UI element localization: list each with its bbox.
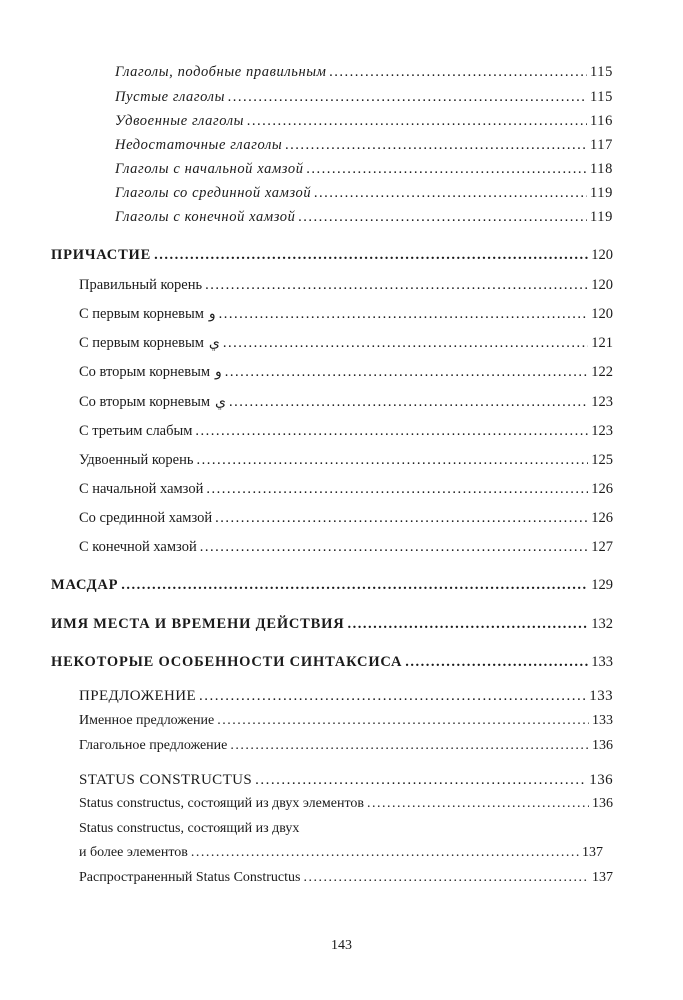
leader-dots — [217, 714, 589, 728]
toc-page-number: 115 — [589, 89, 613, 105]
toc-page-number: 132 — [591, 616, 613, 632]
toc-entry-title: Недостаточные глаголы — [115, 137, 283, 153]
toc-entry-title: Со вторым корневым — [79, 364, 210, 380]
leader-dots — [154, 248, 588, 263]
toc-entry — [79, 846, 603, 860]
leader-dots — [330, 65, 587, 80]
toc-page-number: 137 — [592, 870, 613, 885]
leader-dots — [199, 689, 586, 704]
leader-dots — [225, 365, 588, 380]
toc-section-heading — [51, 578, 613, 593]
toc-page-number: 136 — [589, 772, 613, 788]
toc-entry-title: Глаголы с начальной хамзой — [115, 161, 304, 177]
toc-entry-title: Глаголы, подобные правильным — [115, 64, 327, 80]
toc-entry-title: С первым корневым — [79, 306, 204, 322]
leader-dots — [347, 617, 588, 632]
leader-dots — [255, 773, 586, 788]
toc-subsection-heading — [79, 773, 613, 788]
toc-page-number: 136 — [592, 796, 613, 811]
toc-page-number: 126 — [591, 510, 613, 526]
toc-page-number: 121 — [591, 335, 613, 351]
toc-page-number: 129 — [591, 577, 613, 593]
toc-page-number: 120 — [591, 247, 613, 263]
toc-entry — [79, 871, 613, 885]
toc-section-title: МАСДАР — [51, 577, 119, 593]
toc-page-number: 119 — [589, 209, 613, 225]
toc-entry — [115, 90, 613, 105]
toc-entry — [115, 138, 613, 153]
toc-entry — [79, 365, 613, 380]
toc-entry — [79, 278, 613, 293]
leader-dots — [197, 453, 589, 468]
toc-entry — [79, 424, 613, 439]
toc-page-number: 133 — [592, 713, 613, 728]
toc-subsection-title: STATUS CONSTRUCTUS — [79, 772, 253, 788]
leader-dots — [298, 210, 587, 225]
toc-page-number: 120 — [591, 277, 613, 293]
toc-page-number: 133 — [591, 654, 613, 670]
leader-dots — [307, 162, 587, 177]
toc-section-heading — [51, 655, 613, 670]
page-number: 143 — [331, 938, 352, 953]
leader-dots — [247, 114, 587, 129]
arabic-letter: و — [208, 306, 216, 322]
toc-entry — [79, 453, 613, 468]
leader-dots — [191, 846, 579, 860]
toc-entry-title: Правильный корень — [79, 277, 203, 293]
leader-dots — [215, 511, 588, 526]
leader-dots — [367, 797, 589, 811]
leader-dots — [230, 739, 589, 753]
toc-page-number: 125 — [591, 452, 613, 468]
toc-entry — [115, 162, 613, 177]
toc-entry-title: Глагольное предложение — [79, 738, 228, 753]
toc-entry — [115, 114, 613, 129]
toc-entry-title: Удвоенные глаголы — [115, 113, 245, 129]
toc-entry-title: Распространенный Status Constructus — [79, 870, 301, 885]
toc-entry-title-line1: Status constructus, состоящий из двух — [79, 821, 300, 836]
toc-entry — [115, 210, 613, 225]
toc-entry-title: Со вторым корневым — [79, 394, 210, 410]
leader-dots — [195, 424, 588, 439]
leader-dots — [205, 278, 588, 293]
leader-dots — [228, 90, 587, 105]
toc-entry-title: Глаголы с конечной хамзой — [115, 209, 296, 225]
toc-page-number: 126 — [591, 481, 613, 497]
toc-entry-title: Status constructus, состоящий из двух элементов — [79, 796, 364, 811]
toc-page-number: 136 — [592, 738, 613, 753]
toc-entry — [115, 65, 613, 80]
toc-entry-title: С третьим слабым — [79, 423, 193, 439]
toc-entry — [79, 739, 613, 753]
leader-dots — [206, 482, 588, 497]
toc-section-title: ПРИЧАСТИЕ — [51, 247, 152, 263]
leader-dots — [405, 655, 588, 670]
toc-page-number: 127 — [591, 539, 613, 555]
arabic-letter: و — [215, 364, 222, 380]
leader-dots — [223, 336, 588, 351]
leader-dots — [219, 307, 589, 322]
leader-dots — [303, 871, 589, 885]
toc-entry-title: С начальной хамзой — [79, 481, 204, 497]
toc-entry-title: С конечной хамзой — [79, 539, 197, 555]
toc-page-number: 137 — [582, 845, 603, 860]
toc-page-number: 118 — [589, 161, 613, 177]
toc-entry — [79, 540, 613, 555]
toc-entry — [79, 714, 613, 728]
toc-section-title: ИМЯ МЕСТА И ВРЕМЕНИ ДЕЙСТВИЯ — [51, 616, 345, 632]
toc-entry — [115, 186, 613, 201]
toc-page-number: 117 — [589, 137, 613, 153]
toc-entry — [79, 307, 613, 322]
toc-page-number: 133 — [589, 688, 613, 704]
toc-entry — [79, 482, 613, 497]
toc-page-number: 120 — [591, 306, 613, 322]
toc-section-title: НЕКОТОРЫЕ ОСОБЕННОСТИ СИНТАКСИСА — [51, 654, 403, 670]
toc-page-number: 115 — [589, 64, 613, 80]
toc-entry-title: С первым корневым — [79, 335, 204, 351]
leader-dots — [314, 186, 587, 201]
toc-entry-title: Именное предложение — [79, 713, 215, 728]
toc-section-heading — [51, 248, 613, 263]
toc-subsection-title: ПРЕДЛОЖЕНИЕ — [79, 688, 197, 704]
leader-dots — [121, 578, 588, 593]
toc-entry-title: Со срединной хамзой — [79, 510, 213, 526]
toc-entry-title: Пустые глаголы — [115, 89, 225, 105]
toc-page-number: 116 — [589, 113, 613, 129]
toc-entry — [79, 511, 613, 526]
leader-dots — [200, 540, 589, 555]
toc-page-number: 123 — [591, 423, 613, 439]
toc-entry — [79, 395, 613, 410]
toc-page-number: 123 — [591, 394, 613, 410]
leader-dots — [229, 395, 588, 410]
arabic-letter: ي — [215, 394, 226, 410]
toc-section-heading — [51, 617, 613, 632]
toc-entry — [79, 336, 613, 351]
leader-dots — [285, 138, 587, 153]
toc-entry — [79, 797, 613, 811]
toc-page-number: 119 — [589, 185, 613, 201]
toc-subsection-heading — [79, 689, 613, 704]
toc-entry-title: Глаголы со срединной хамзой — [115, 185, 312, 201]
toc-entry-title: и более элементов — [79, 845, 188, 860]
toc-page-number: 122 — [591, 364, 613, 380]
toc-entry-title: Удвоенный корень — [79, 452, 194, 468]
arabic-letter: ي — [208, 335, 220, 351]
